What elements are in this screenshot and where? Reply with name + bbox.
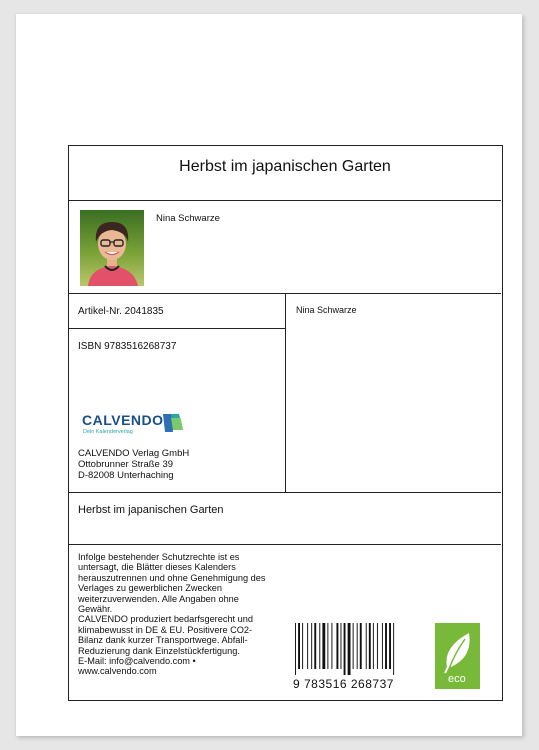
eco-badge <box>435 623 480 689</box>
divider-line <box>69 544 501 545</box>
legal-line: untersagt, die Blätter dieses Kalenders <box>78 562 236 573</box>
legal-notice <box>78 552 283 677</box>
calendar-title: Herbst im japanischen Garten <box>179 158 391 175</box>
publisher-name: CALVENDO Verlag GmbH <box>78 448 190 459</box>
info-card <box>68 145 503 701</box>
isbn-barcode <box>293 623 405 696</box>
legal-line: klimabewusst in DE & EU. Positivere CO2- <box>78 624 253 635</box>
legal-line: www.calvendo.com <box>78 666 157 677</box>
calvendo-logo <box>82 412 192 442</box>
divider-line <box>69 328 285 329</box>
eco-label: eco <box>448 673 466 685</box>
legal-line: Reduzierung dank Einzelstückfertigung. <box>78 645 240 656</box>
divider-line <box>69 200 501 201</box>
legal-line: weiterzuverwenden. Alle Angaben ohne <box>78 593 239 604</box>
calvendo-calendar-icon <box>161 412 185 434</box>
author-photo <box>80 210 144 286</box>
legal-line: Bilanz dank kurzer Transportwege. Abfall- <box>78 635 248 646</box>
legal-line: Infolge bestehender Schutzrechte ist es <box>78 552 240 562</box>
barcode-digits: 9 783516 268737 <box>293 677 394 691</box>
calendar-title-repeat: Herbst im japanischen Garten <box>78 504 224 516</box>
isbn: ISBN 9783516268737 <box>78 341 177 352</box>
article-number: Artikel-Nr. 2041835 <box>78 306 164 317</box>
legal-line: Verlages zu gewerblichen Zwecken <box>78 583 223 594</box>
divider-line <box>285 293 286 492</box>
legal-line: herauszutrennen und ohne Genehmigung des <box>78 572 266 583</box>
legal-line: E-Mail: info@calvendo.com • <box>78 656 196 667</box>
publisher-city: D-82008 Unterhaching <box>78 470 174 481</box>
calvendo-logo-tagline: Dein Kalenderverlag <box>83 429 133 435</box>
calendar-back-page <box>16 14 522 736</box>
divider-line <box>69 492 501 493</box>
barcode-bars <box>295 623 403 675</box>
calvendo-logo-text: CALVENDO <box>82 412 164 428</box>
legal-line: Gewähr. <box>78 604 113 615</box>
legal-line: CALVENDO produziert bedarfsgerecht und <box>78 614 253 625</box>
author-name: Nina Schwarze <box>156 213 220 224</box>
publisher-street: Ottobrunner Straße 39 <box>78 459 174 470</box>
author-name-right: Nina Schwarze <box>296 305 357 315</box>
